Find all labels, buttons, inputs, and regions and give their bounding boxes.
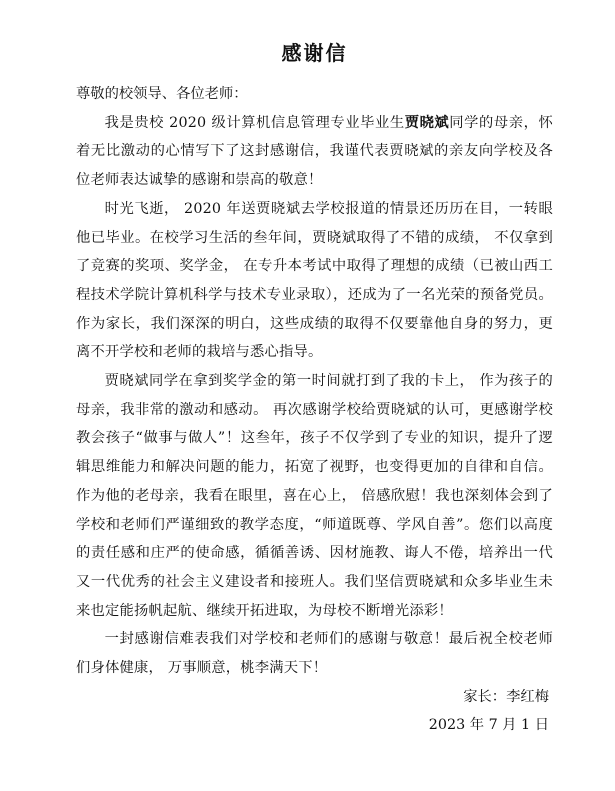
paragraph-1 — [76, 109, 553, 195]
paragraph-2: 时光飞逝， 2020 年送贾晓斌去学校报道的情景还历历在目，一转眼他已毕业。在校学习生活的叁年间，贾晓斌取得了不错的成绩， 不仅拿到了竞赛的奖项、奖学金， 在专升本考试中取得了理想的成绩（已被山西工程技术学院计算机科学与技术专业录取），还成为了一名光荣的预备党员。作为家长，我们深深的明白，这些成绩的取得不仅要靠他自身的努力，更离不开学校和老师的栽培与悉心指导。 — [76, 200, 553, 361]
signature: 家长：李红梅 — [463, 688, 549, 705]
paragraph-4: 一封感谢信难表我们对学校和老师们的感谢与敬意！最后祝全校老师们身体健康， 万事顺意，桃李满天下！ — [76, 631, 553, 677]
letter-title: 感谢信 — [281, 41, 348, 65]
paragraph-1-before: 我是贵校 2020 级计算机信息管理专业毕业生 — [104, 114, 405, 131]
paragraph-3: 贾晓斌同学在拿到奖学金的第一时间就打到了我的卡上， 作为孩子的母亲，我非常的激动和感动。 再次感谢学校给贾晓斌的认可，更感谢学校教会孩子“做事与做人”！这叁年，孩子不仅学到了专业的知识，提升了逻辑思维能力和解决问题的能力，拓宽了视野，也变得更加的自律和自信。作为他的老母亲，我看在眼里，喜在心上， 倍感欣慰！我也深刻体会到了学校和老师们严谨细致的教学态度，“师道既尊、学风自善”。您们以高度的责任感和庄严的使命感，循循善诱、因材施教、诲人不倦，培养出一代又一代优秀的社会主义建设者和接班人。我们坚信贾晓斌和众多毕业生未来也定能扬帆起航、继续开拓进取，为母校不断增光添彩！ — [76, 373, 553, 619]
salutation: 尊敬的校领导、各位老师： — [76, 86, 248, 102]
student-name: 贾晓斌 — [404, 114, 450, 131]
paragraph-1-after: 同学的母亲，怀着无比激动的心情写下了这封感谢信，我谨代表贾晓斌的亲友向学校及各位老师表达诚挚的感谢和崇高的敬意！ — [76, 114, 553, 189]
letter-date: 2023 年 7 月 1 日 — [428, 717, 549, 734]
